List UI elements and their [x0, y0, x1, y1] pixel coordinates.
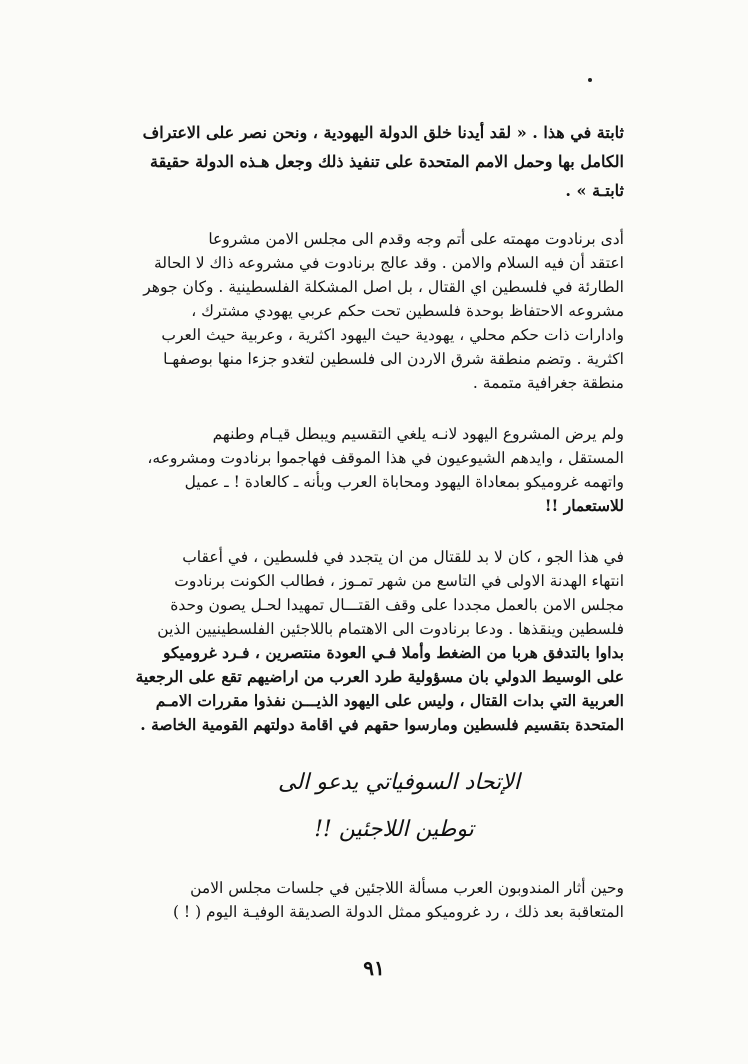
- section-heading-line-1: الإتحاد السوفياتي يدعو الى: [278, 770, 520, 795]
- paragraph-rejection: [100, 422, 624, 518]
- text-line: بداوا بالتدفق هربا من الضغط وأملا فـي العودة منتصرين ، فـرد غروميكو: [163, 643, 624, 662]
- section-heading-line-2: توطين اللاجئين !!: [314, 817, 474, 842]
- quote-paragraph: [100, 118, 624, 205]
- page-number: ٩١: [363, 956, 385, 980]
- text-line: ثابتة في هذا . « لقد أيدنا خلق الدولة اليهودية ، ونحن نصر على الاعتراف: [142, 123, 624, 142]
- text-line: المتعاقبة بعد ذلك ، رد غروميكو ممثل الدولة الصديقة الوفيـة اليوم ( ! ): [172, 903, 624, 921]
- paragraph-refugees: [100, 545, 624, 737]
- text-line: انتهاء الهدنة الاولى في التاسع من شهر تمـوز ، فطالب الكونت برنادوت: [174, 572, 624, 590]
- text-line: وحين أثار المندوبون العرب مسألة اللاجئين في جلسات مجلس الامن: [190, 879, 624, 897]
- stray-mark: [588, 78, 592, 82]
- text-line: وادارات ذات حكم محلي ، يهودية حيث اليهود اكثرية ، وعربية حيث العرب: [161, 326, 624, 344]
- paragraph-bernadotte-plan: [100, 227, 624, 395]
- text-line: في هذا الجو ، كان لا بد للقتال من ان يتجدد في فلسطين ، في أعقاب: [182, 548, 624, 566]
- text-line: ولم يرض المشروع اليهود لانـه يلغي التقسيم ويبطل قيـام وطنهم: [212, 425, 624, 443]
- text-line: على الوسيط الدولي بان مسؤولية طرد العرب من اراضيهم تقع على الرجعية: [135, 667, 624, 686]
- text-line: العربية التي بدات القتال ، وليس على اليهود الذيـــن نفذوا مقررات الامـم: [155, 691, 624, 710]
- text-line: ثابتـة » .: [565, 181, 624, 200]
- text-line: للاستعمار !!: [544, 496, 624, 515]
- text-line: الكامل بها وحمل الامم المتحدة على تنفيذ ذلك وجعل هـذه الدولة حقيقة: [150, 152, 624, 171]
- text-line: أدى برنادوت مهمته على أتم وجه وقدم الى مجلس الامن مشروعا: [208, 230, 624, 248]
- text-line: المتحدة بتقسيم فلسطين ومارسوا حقهم في اقامة دولتهم القومية الخاصة .: [140, 715, 624, 734]
- text-line: المستقل ، وايدهم الشيوعيون في هذا الموقف فهاجموا برنادوت ومشروعه،: [147, 449, 624, 467]
- text-line: الطارئة في فلسطين اي القتال ، بل اصل المشكلة الفلسطينية . وكان جوهر: [143, 278, 624, 296]
- paragraph-gromyko-reply: [100, 876, 624, 924]
- text-line: واتهمه غروميكو بمعاداة اليهود ومحاباة العرب وبأنه ـ كالعادة ! ـ عميل: [184, 473, 624, 491]
- text-line: فلسطين وينقذها . ودعا برنادوت الى الاهتمام باللاجئين الفلسطينيين الذين: [157, 620, 624, 638]
- text-line: مشروعه الاحتفاظ بوحدة فلسطين تحت حكم عربي يهودي مشترك ،: [191, 302, 624, 320]
- text-line: منطقة جغرافية متممة .: [472, 374, 624, 392]
- text-line: مجلس الامن بالعمل مجددا على وقف القتـــال تمهيدا لحـل يصون وحدة: [170, 596, 624, 614]
- text-line: اكثرية . وتضم منطقة شرق الاردن الى فلسطين لتغدو جزءا منها بوصفهـا: [163, 350, 624, 368]
- text-line: اعتقد أن فيه السلام والامن . وقد عالج برنادوت في مشروعه ذاك لا الحالة: [154, 254, 624, 272]
